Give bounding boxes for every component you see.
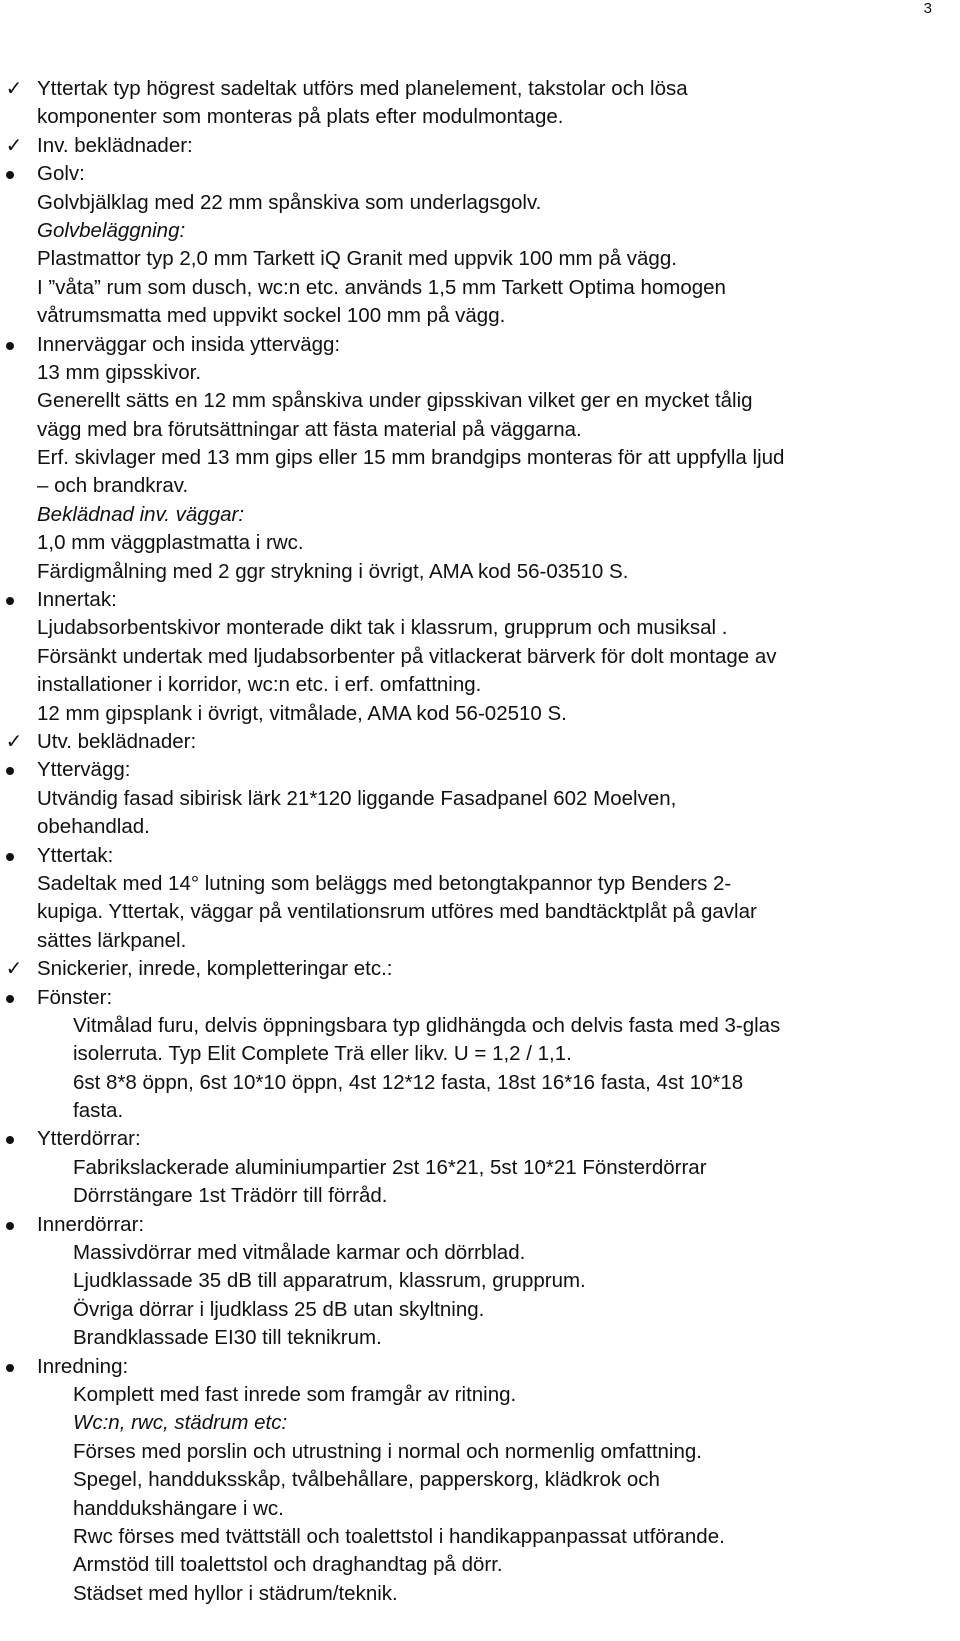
text-line (0, 387, 960, 415)
line-text: Snickerier, inrede, kompletteringar etc.: (37, 957, 393, 981)
text-line (0, 813, 960, 841)
text-line (0, 444, 960, 472)
line-text: Utvändig fasad sibirisk lärk 21*120 liggande Fasadpanel 602 Moelven, (37, 786, 677, 810)
list-item (0, 586, 960, 614)
text-line (0, 1012, 960, 1040)
text-line (0, 671, 960, 699)
text-line (0, 472, 960, 500)
line-text: Ljudklassade 35 dB till apparatrum, klassrum, grupprum. (73, 1269, 586, 1293)
text-line (0, 643, 960, 671)
text-line (0, 1580, 960, 1608)
line-text: Rwc förses med tvättställ och toalettstol i handikappanpassat utförande. (73, 1524, 725, 1548)
list-item (0, 1125, 960, 1153)
text-line (0, 1296, 960, 1324)
text-line (0, 614, 960, 642)
list-item (0, 842, 960, 870)
text-line (0, 927, 960, 955)
list-item (0, 160, 960, 188)
line-text: Golvbjälklag med 22 mm spånskiva som underlagsgolv. (37, 190, 542, 214)
line-text: Spegel, handduksskåp, tvålbehållare, papperskorg, klädkrok och (73, 1468, 660, 1492)
checkmark-icon: ✓ (5, 134, 23, 157)
bullet-icon (6, 767, 14, 775)
text-line (0, 103, 960, 131)
text-line (0, 700, 960, 728)
line-text: Komplett med fast inrede som framgår av ritning. (73, 1382, 517, 1406)
text-line (0, 245, 960, 273)
line-text: Erf. skivlager med 13 mm gips eller 15 mm brandgips monteras för att uppfylla ljud (37, 446, 785, 470)
text-line (0, 558, 960, 586)
list-item (0, 75, 960, 103)
line-text: 6st 8*8 öppn, 6st 10*10 öppn, 4st 12*12 fasta, 18st 16*16 fasta, 4st 10*18 (73, 1070, 744, 1094)
list-item (0, 1353, 960, 1381)
bullet-icon (6, 1136, 14, 1144)
text-line (0, 1239, 960, 1267)
checkmark-icon: ✓ (5, 78, 23, 100)
line-text: Innerdörrar: (37, 1212, 145, 1236)
list-item (0, 756, 960, 784)
text-line (0, 1097, 960, 1125)
checkmark-icon: ✓ (5, 958, 23, 981)
bullet-icon (6, 1222, 14, 1230)
line-text: Beklädnad inv. väggar: (37, 502, 245, 526)
bullet-icon (6, 171, 14, 179)
line-text: 13 mm gipsskivor. (37, 360, 202, 384)
text-line (0, 870, 960, 898)
bullet-icon (6, 995, 14, 1003)
line-text: Plastmattor typ 2,0 mm Tarkett iQ Granit med uppvik 100 mm på vägg. (37, 247, 677, 271)
text-line (0, 501, 960, 529)
bullet-icon (6, 597, 14, 605)
text-line (0, 1409, 960, 1437)
bullet-icon (6, 853, 14, 861)
list-item (0, 132, 960, 160)
text-line (0, 1040, 960, 1068)
line-text: våtrumsmatta med uppvikt sockel 100 mm på vägg. (37, 304, 506, 328)
line-text: Sadeltak med 14° lutning som beläggs med betongtakpannor typ Benders 2- (37, 871, 732, 895)
line-text: Fönster: (37, 985, 113, 1009)
line-text: Färdigmålning med 2 ggr strykning i övrigt, AMA kod 56-03510 S. (37, 559, 629, 583)
list-item (0, 331, 960, 359)
line-text: Förses med porslin och utrustning i normal och normenlig omfattning. (73, 1439, 702, 1463)
line-text: Dörrstängare 1st Trädörr till förråd. (73, 1184, 388, 1208)
line-text: obehandlad. (37, 815, 150, 839)
line-text: isolerruta. Typ Elit Complete Trä eller likv. U = 1,2 / 1,1. (73, 1042, 572, 1066)
line-text: Övriga dörrar i ljudklass 25 dB utan skyltning. (73, 1297, 485, 1321)
line-text: kupiga. Yttertak, väggar på ventilationsrum utföres med bandtäcktplåt på gavlar (37, 900, 757, 924)
line-text: Yttertak typ högrest sadeltak utförs med planelement, takstolar och lösa (37, 77, 688, 100)
text-line (0, 302, 960, 330)
text-line (0, 1154, 960, 1182)
text-line (0, 359, 960, 387)
line-text: komponenter som monteras på plats efter modulmontage. (37, 105, 564, 129)
text-line (0, 416, 960, 444)
text-line (0, 1324, 960, 1352)
text-line (0, 1466, 960, 1494)
list-item (0, 1211, 960, 1239)
line-text: Innerväggar och insida yttervägg: (37, 332, 341, 356)
document-body (0, 75, 960, 1608)
line-text: Inredning: (37, 1354, 129, 1378)
line-text: Försänkt undertak med ljudabsorbenter på vitlackerat bärverk för dolt montage av (37, 644, 777, 668)
text-line (0, 1438, 960, 1466)
list-item (0, 955, 960, 983)
line-text: installationer i korridor, wc:n etc. i erf. omfattning. (37, 673, 482, 697)
line-text: Golvbeläggning: (37, 218, 186, 242)
line-text: Vitmålad furu, delvis öppningsbara typ glidhängda och delvis fasta med 3-glas (73, 1013, 781, 1037)
line-text: Armstöd till toalettstol och draghandtag på dörr. (73, 1553, 503, 1577)
line-text: Ljudabsorbentskivor monterade dikt tak i klassrum, grupprum och musiksal . (37, 616, 728, 640)
line-text: Innertak: (37, 588, 117, 612)
line-text: 1,0 mm väggplastmatta i rwc. (37, 531, 304, 555)
text-line (0, 898, 960, 926)
text-line (0, 785, 960, 813)
line-text: – och brandkrav. (37, 474, 189, 498)
text-line (0, 217, 960, 245)
line-text: vägg med bra förutsättningar att fästa material på väggarna. (37, 417, 582, 441)
line-text: Yttertak: (37, 843, 114, 867)
line-text: handdukshängare i wc. (73, 1496, 284, 1520)
line-text: Fabrikslackerade aluminiumpartier 2st 16*21, 5st 10*21 Fönsterdörrar (73, 1155, 707, 1179)
list-item (0, 728, 960, 756)
line-text: fasta. (73, 1099, 124, 1123)
line-text: sättes lärkpanel. (37, 928, 187, 952)
line-text: 12 mm gipsplank i övrigt, vitmålade, AMA kod 56-02510 S. (37, 701, 567, 725)
line-text: Yttervägg: (37, 758, 131, 782)
line-text: Massivdörrar med vitmålade karmar och dörrblad. (73, 1241, 526, 1265)
text-line (0, 1495, 960, 1523)
line-text: I ”våta” rum som dusch, wc:n etc. används 1,5 mm Tarkett Optima homogen (37, 275, 726, 299)
bullet-icon (6, 1364, 14, 1372)
line-text: Golv: (37, 162, 85, 186)
line-text: Inv. beklädnader: (37, 133, 193, 157)
text-line (0, 274, 960, 302)
line-text: Ytterdörrar: (37, 1127, 141, 1151)
text-line (0, 1523, 960, 1551)
line-text: Generellt sätts en 12 mm spånskiva under gipsskivan vilket ger en mycket tålig (37, 389, 753, 413)
text-line (0, 1381, 960, 1409)
text-line (0, 529, 960, 557)
line-text: Brandklassade EI30 till teknikrum. (73, 1326, 382, 1350)
page-number: 3 (923, 0, 932, 17)
line-text: Städset med hyllor i städrum/teknik. (73, 1581, 398, 1605)
text-line (0, 1267, 960, 1295)
bullet-icon (6, 342, 14, 350)
line-text: Wc:n, rwc, städrum etc: (73, 1411, 288, 1435)
list-item (0, 984, 960, 1012)
text-line (0, 1069, 960, 1097)
checkmark-icon: ✓ (5, 730, 23, 753)
text-line (0, 189, 960, 217)
line-text: Utv. beklädnader: (37, 729, 197, 753)
text-line (0, 1551, 960, 1579)
text-line (0, 1182, 960, 1210)
